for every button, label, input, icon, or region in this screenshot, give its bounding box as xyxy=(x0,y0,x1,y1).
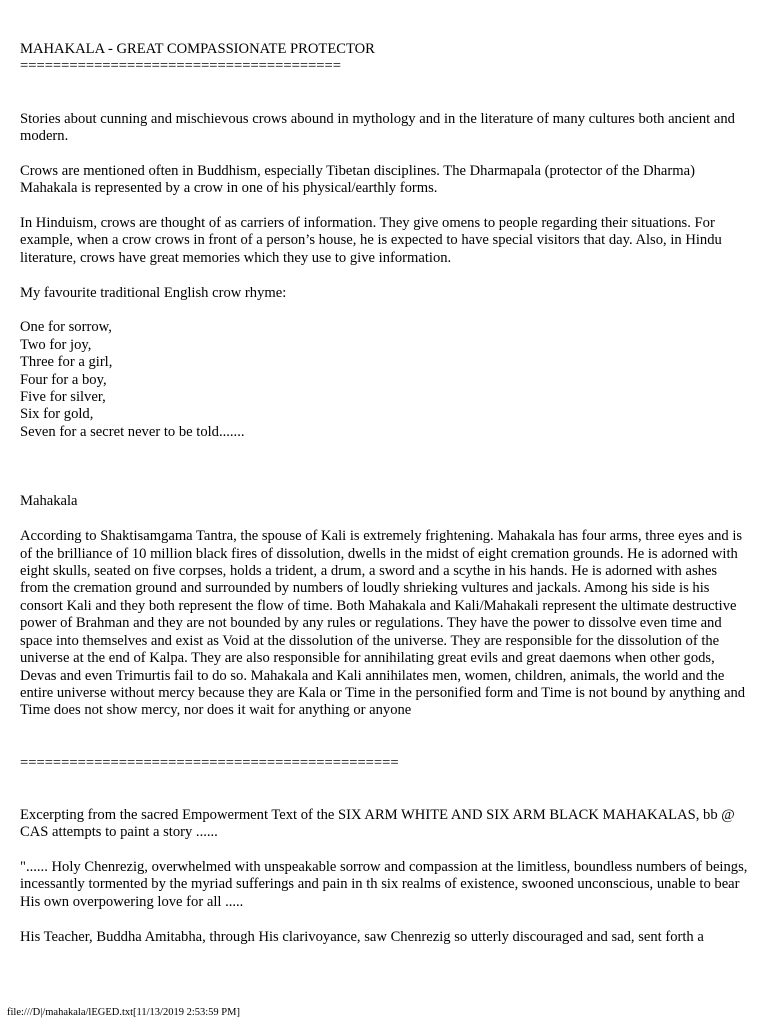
spacer xyxy=(20,842,748,859)
document-title: MAHAKALA - GREAT COMPASSIONATE PROTECTOR xyxy=(20,41,375,57)
rhyme-line: Five for silver, xyxy=(20,389,106,406)
spacer xyxy=(20,511,748,528)
rhyme-line: Three for a girl, xyxy=(20,354,113,371)
rhyme-line: Two for joy, xyxy=(20,336,92,353)
spacer xyxy=(20,76,748,111)
spacer xyxy=(20,911,748,928)
paragraph-crows-buddhism: Crows are mentioned often in Buddhism, especially Tibetan disciplines. The Dharmapala (protector of the Dharma) Mahakala is represented by a crow in one of his physical/earthly forms. xyxy=(20,162,699,197)
section-heading-mahakala: Mahakala xyxy=(20,493,78,510)
spacer xyxy=(20,441,748,493)
rhyme-line: Seven for a secret never to be told....... xyxy=(20,423,245,440)
paragraph-rhyme-intro: My favourite traditional English crow rhyme: xyxy=(20,284,287,301)
spacer xyxy=(20,267,748,284)
rhyme-line: Six for gold, xyxy=(20,406,94,423)
spacer xyxy=(20,720,748,755)
spacer xyxy=(20,145,748,162)
rhyme-line: One for sorrow, xyxy=(20,319,112,336)
paragraph-teacher: His Teacher, Buddha Amitabha, through His clarivoyance, saw Chenrezig so utterly discouraged and sad, sent forth a xyxy=(20,928,704,945)
spacer xyxy=(20,198,748,215)
paragraph-crows-mythology: Stories about cunning and mischievous crows abound in mythology and in the literature of many cultures both ancient and modern. xyxy=(20,110,739,145)
title-underline: ======================================= xyxy=(20,58,341,75)
document-body xyxy=(20,41,752,946)
paragraph-excerpt-intro: Excerpting from the sacred Empowerment Text of the SIX ARM WHITE AND SIX ARM BLACK MAHAKALAS, bb @ CAS attempts to paint a story ...... xyxy=(20,806,739,841)
paragraph-crows-hinduism: In Hinduism, crows are thought of as carriers of information. They give omens to people regarding their situations. For example, when a crow crows in front of a person’s house, he is expected to have special visitors that day. Also, in Hindu literature, crows have great memories which they use to give information. xyxy=(20,215,726,266)
rhyme-line: Four for a boy, xyxy=(20,371,107,388)
spacer xyxy=(20,302,748,319)
file-path-footer: file:///D|/mahakala/lEGED.txt[11/13/2019 2:53:59 PM] xyxy=(7,1007,240,1018)
paragraph-chenrezig-quote: "...... Holy Chenrezig, overwhelmed with unspeakable sorrow and compassion at the limitless, boundless numbers of beings, incessantly tormented by the myriad sufferings and pain in th six realms of existence, swooned unconscious, unable to bear His own overpowering love for all ..... xyxy=(20,858,752,910)
spacer xyxy=(20,772,748,807)
section-divider: ============================================== xyxy=(20,754,399,771)
paragraph-mahakala-description: According to Shaktisamgama Tantra, the spouse of Kali is extremely frightening. Mahakala has four arms, three eyes and is of the brilliance of 10 million black fires of dissolution, dwells in the midst of eight cremation grounds. He is adorned with eight skulls, seated on five corpses, holds a trident, a drum, a sword and a scythe in his hands. He is adorned with ashes from the cremation ground and surrounded by numbers of loudly shrieking vultures and jackals. Among his side is his consort Kali and they both represent the flow of time. Both Mahakala and Kali/Mahakali represent the ultimate destructive power of Brahman and they are not bounded by any rules or regulations. They have the power to dissolve even time and space into themselves and exist as Void at the dissolution of the universe. They are responsible for the dissolution of the universe at the end of Kalpa. They are also responsible for annihilating great evils and great daemons when other gods, Devas and even Trimurtis fail to do so. Mahakala and Kali annihilates men, women, children, animals, the world and the entire universe without mercy because they are Kala or Time in the personified form and Time is not bound by anything and Time does not show mercy, nor does it wait for anything or anyone xyxy=(20,528,749,719)
